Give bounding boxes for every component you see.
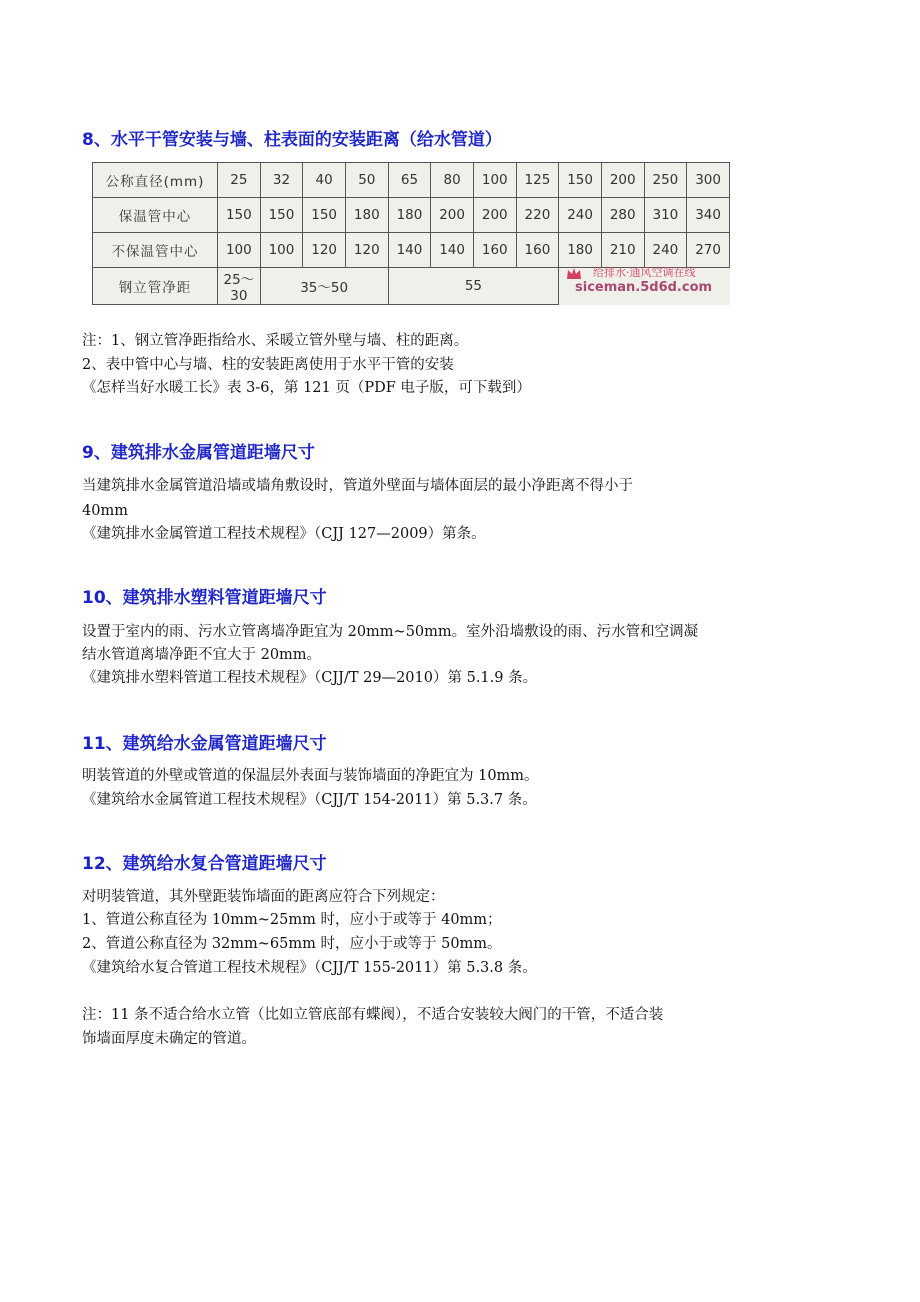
table-cell: 150 bbox=[559, 163, 602, 198]
table-row-riser bbox=[93, 268, 730, 305]
table-cell: 50 bbox=[345, 163, 388, 198]
table-row-diameter bbox=[93, 163, 730, 198]
watermark-text-url: siceman.5d6d.com bbox=[575, 280, 713, 295]
table-cell: 125 bbox=[516, 163, 559, 198]
s10-line-2: 结水管道离墙净距不宜大于 20mm。 bbox=[82, 647, 322, 663]
s9-line-1: 当建筑排水金属管道沿墙或墙角敷设时，管道外壁面与墙体面层的最小净距离不得小于 bbox=[82, 478, 633, 494]
section-10-heading: 10、建筑排水塑料管道距墙尺寸 bbox=[82, 588, 327, 608]
table-cell: 300 bbox=[687, 163, 730, 198]
s9-line-2: 40mm bbox=[82, 503, 128, 519]
table-cell: 100 bbox=[260, 233, 303, 268]
table-cell: 150 bbox=[260, 198, 303, 233]
table-cell: 200 bbox=[431, 198, 474, 233]
table-cell: 40 bbox=[303, 163, 346, 198]
table-cell: 280 bbox=[601, 198, 644, 233]
table-row-uninsulated bbox=[93, 233, 730, 268]
s10-source: 《建筑排水塑料管道工程技术规程》（CJJ/T 29—2010）第 5.1.9 条。 bbox=[82, 670, 538, 686]
section-8-heading: 8、水平干管安装与墙、柱表面的安装距离（给水管道） bbox=[82, 130, 502, 150]
table-cell: 180 bbox=[388, 198, 431, 233]
row-header-diameter: 公称直径(mm) bbox=[93, 163, 218, 198]
table-cell: 100 bbox=[473, 163, 516, 198]
section-12-heading: 12、建筑给水复合管道距墙尺寸 bbox=[82, 854, 327, 874]
table-cell: 310 bbox=[644, 198, 687, 233]
table-cell: 80 bbox=[431, 163, 474, 198]
section-11-heading: 11、建筑给水金属管道距墙尺寸 bbox=[82, 734, 327, 754]
table-cell: 150 bbox=[218, 198, 261, 233]
s11-line-1: 明装管道的外壁或管道的保温层外表面与装饰墙面的净距宜为 10mm。 bbox=[82, 768, 539, 784]
s12-source: 《建筑给水复合管道工程技术规程》（CJJ/T 155-2011）第 5.3.8 条。 bbox=[82, 960, 537, 976]
table-cell: 180 bbox=[559, 233, 602, 268]
table-cell: 240 bbox=[644, 233, 687, 268]
pipe-distance-table bbox=[92, 162, 730, 305]
table-cell: 120 bbox=[303, 233, 346, 268]
s12-line-2: 1、管道公称直径为 10mm~25mm 时，应小于或等于 40mm； bbox=[82, 912, 502, 928]
row-header-uninsulated: 不保温管中心 bbox=[93, 233, 218, 268]
table-cell: 32 bbox=[260, 163, 303, 198]
row-header-riser: 钢立管净距 bbox=[93, 268, 218, 305]
s11-source: 《建筑给水金属管道工程技术规程》（CJJ/T 154-2011）第 5.3.7 条。 bbox=[82, 792, 537, 808]
table-cell: 120 bbox=[345, 233, 388, 268]
table-cell: 270 bbox=[687, 233, 730, 268]
section-9-heading: 9、建筑排水金属管道距墙尺寸 bbox=[82, 443, 315, 463]
final-note-line-1: 注：11 条不适合给水立管（比如立管底部有蝶阀），不适合安装较大阀门的干管，不适合装 bbox=[82, 1007, 664, 1023]
final-note-line-2: 饰墙面厚度未确定的管道。 bbox=[82, 1031, 256, 1047]
table-cell: 55 bbox=[388, 268, 559, 305]
table-cell: 65 bbox=[388, 163, 431, 198]
table-cell: 25 bbox=[218, 163, 261, 198]
table-cell: 140 bbox=[388, 233, 431, 268]
table-row-insulated bbox=[93, 198, 730, 233]
table-cell: 240 bbox=[559, 198, 602, 233]
table-cell: 200 bbox=[601, 163, 644, 198]
table-cell: 210 bbox=[601, 233, 644, 268]
row-header-insulated: 保温管中心 bbox=[93, 198, 218, 233]
table-cell: 250 bbox=[644, 163, 687, 198]
table-cell: 150 bbox=[303, 198, 346, 233]
table-cell: 35～50 bbox=[260, 268, 388, 305]
table-cell: 340 bbox=[687, 198, 730, 233]
s12-line-1: 对明装管道，其外壁距装饰墙面的距离应符合下列规定： bbox=[82, 889, 445, 905]
table-cell: 100 bbox=[218, 233, 261, 268]
watermark-text-cn: 给排水·通风空调在线 bbox=[593, 266, 696, 279]
s10-line-1: 设置于室内的雨、污水立管离墙净距宜为 20mm~50mm。室外沿墙敷设的雨、污水管和空调凝 bbox=[82, 624, 699, 640]
table-cell: 220 bbox=[516, 198, 559, 233]
table-cell: 160 bbox=[516, 233, 559, 268]
s8-source: 《怎样当好水暖工长》表 3-6，第 121 页（PDF 电子版，可下载到） bbox=[82, 380, 531, 396]
s12-line-3: 2、管道公称直径为 32mm~65mm 时，应小于或等于 50mm。 bbox=[82, 936, 502, 952]
s9-source: 《建筑排水金属管道工程技术规程》（CJJ 127—2009）第条。 bbox=[82, 526, 486, 542]
table-cell: 140 bbox=[431, 233, 474, 268]
s8-note-1: 注：1、钢立管净距指给水、采暖立管外壁与墙、柱的距离。 bbox=[82, 333, 469, 349]
table-cell: 160 bbox=[473, 233, 516, 268]
table-cell-empty bbox=[559, 268, 730, 305]
table-cell: 200 bbox=[473, 198, 516, 233]
table-cell: 180 bbox=[345, 198, 388, 233]
table-cell: 25～30 bbox=[218, 268, 261, 305]
s8-note-2: 2、表中管中心与墙、柱的安装距离使用于水平干管的安装 bbox=[82, 357, 454, 373]
